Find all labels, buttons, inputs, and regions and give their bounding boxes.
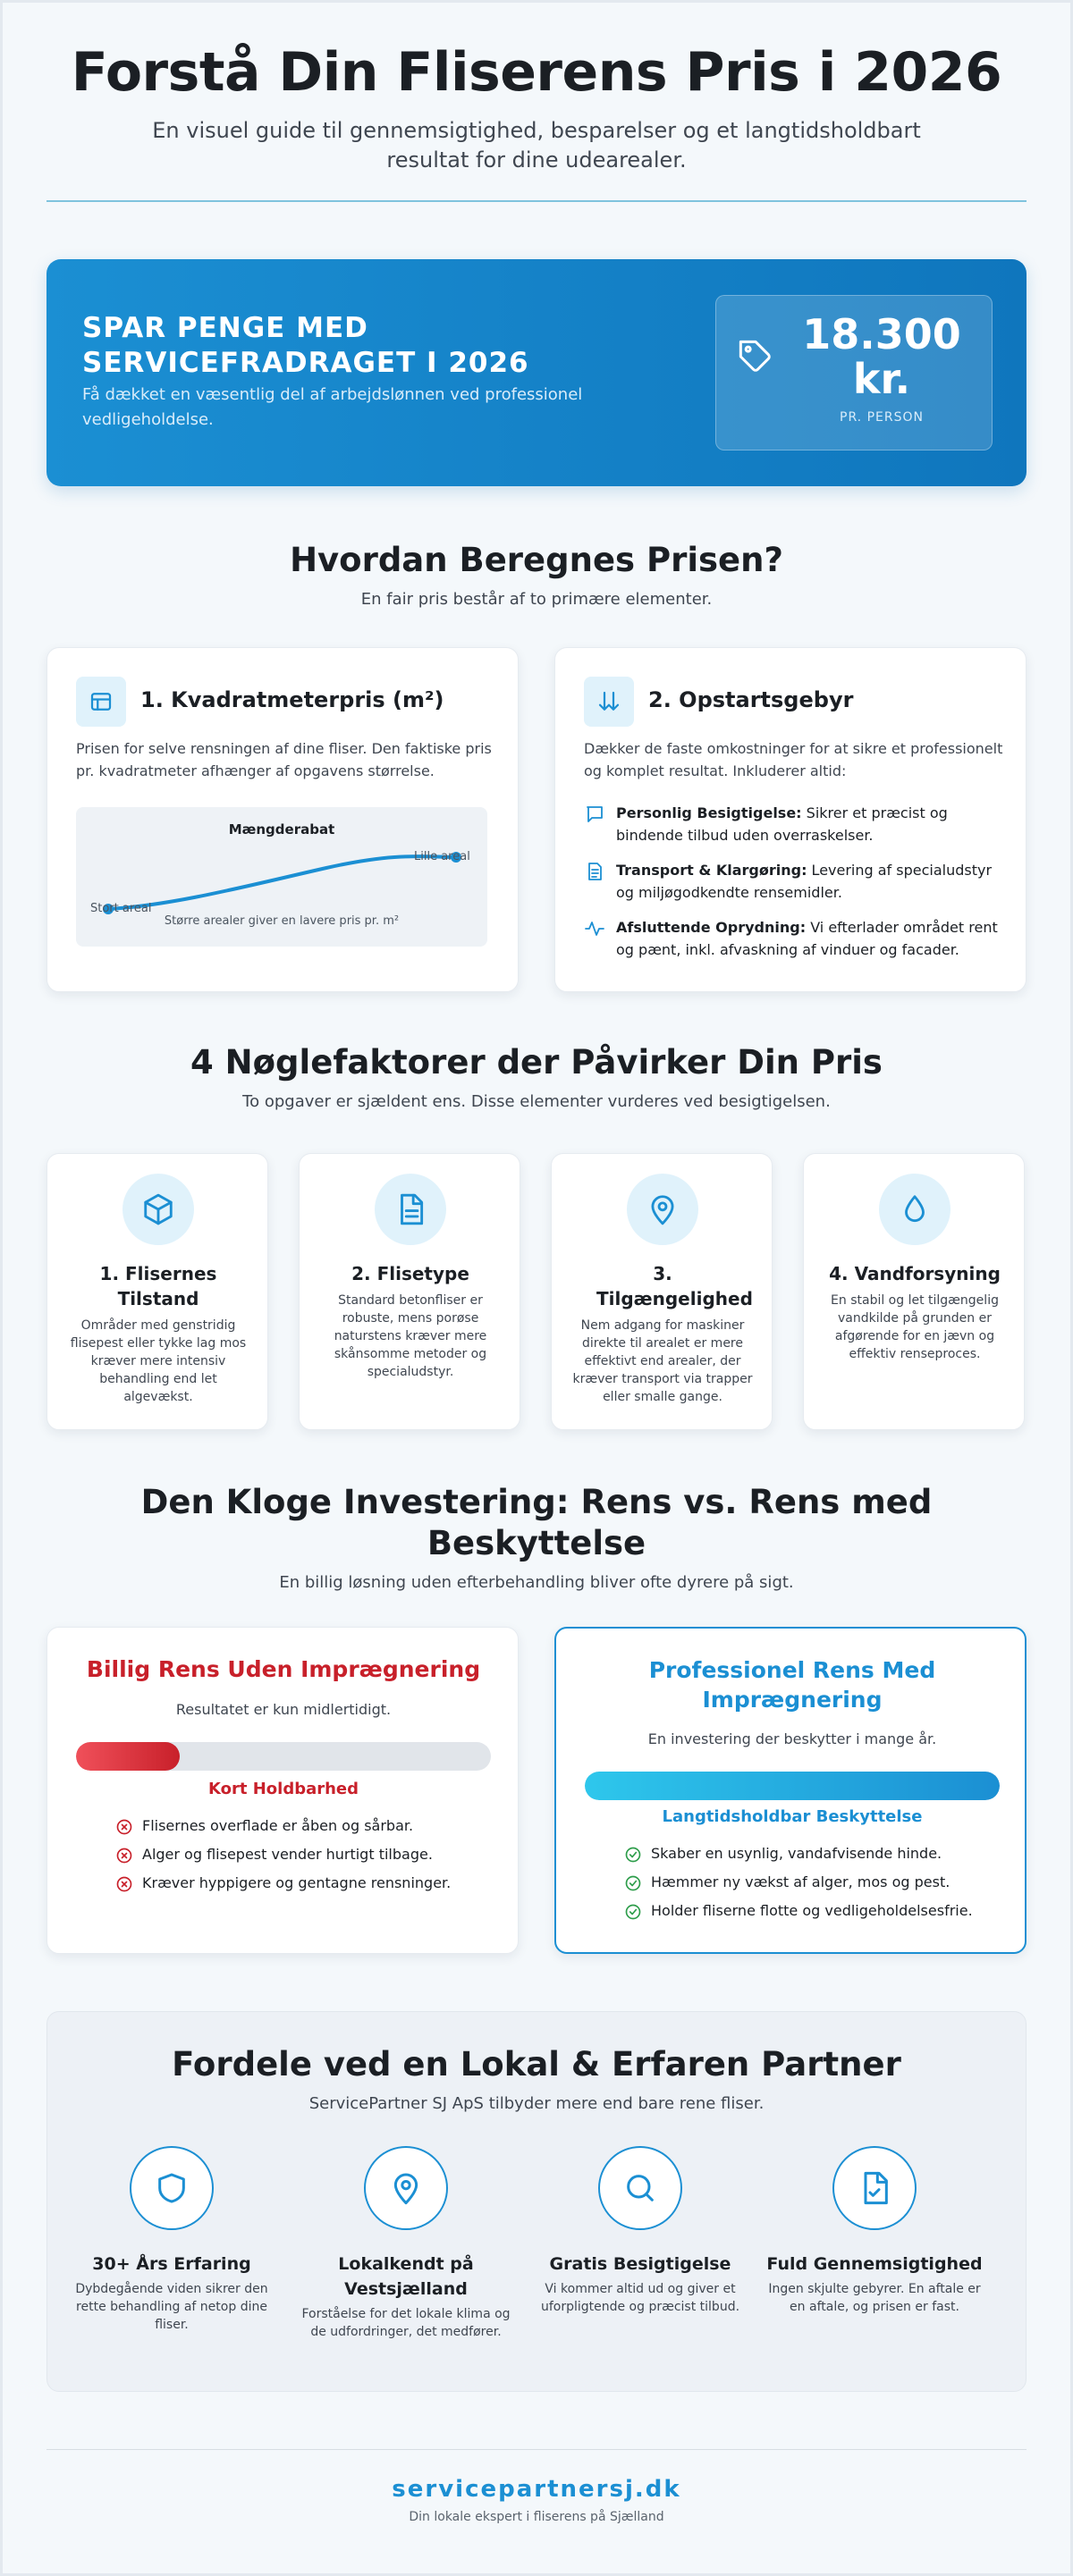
- file-check-icon: [832, 2146, 917, 2230]
- factor-text: En stabil og let tilgængelig vandkilde på grunden er afgørende for en jævn og effektiv renseproces.: [831, 1293, 999, 1361]
- chat-icon: [584, 804, 605, 825]
- chart-label-start: Stort areal: [90, 902, 152, 915]
- durability-bar: [585, 1772, 1000, 1800]
- search-icon: [598, 2146, 682, 2230]
- card-title: 1. Kvadratmeterpris (m²): [140, 687, 444, 712]
- partner-title: Fordele ved en Lokal & Erfaren Partner: [172, 2045, 901, 2084]
- factors-subtitle: To opgaver er sjældent ens. Disse elementer vurderes ved besigtigelsen.: [242, 1092, 831, 1111]
- location-pin-icon: [364, 2146, 448, 2230]
- benefit-text: Ingen skjulte gebyrer. En aftale er en aftale, og prisen er fast.: [768, 2282, 981, 2314]
- card-text: Dækker de faste omkostninger for at sikre et professionelt og komplet resultat. Inkluderer altid:: [584, 740, 1003, 779]
- included-item-text: Vi efterlader området rent og pænt, inkl. afvaskning af vinduer og facader.: [616, 919, 998, 958]
- file-text-icon: [375, 1174, 446, 1245]
- chart-note: Større arealer giver en lavere pris pr. m²: [164, 914, 400, 928]
- included-item-label: Afsluttende Oprydning:: [616, 919, 807, 936]
- location-pin-icon: [627, 1174, 698, 1245]
- comparison-section-header: [46, 1482, 1027, 1592]
- factor-title: 3. Tilgængelighed: [596, 1263, 753, 1309]
- durability-label: Langtidsholdbar Beskyttelse: [662, 1807, 923, 1826]
- cube-icon: [123, 1174, 194, 1245]
- durability-bar: [76, 1742, 491, 1771]
- cheap-subtitle: Resultatet er kun midlertidigt.: [175, 1701, 392, 1718]
- comparison-subtitle: En billig løsning uden efterbehandling bliver ofte dyrere på sigt.: [279, 1573, 794, 1592]
- included-item-label: Transport & Klargøring:: [616, 862, 807, 879]
- footer-tagline: Din lokale ekspert i fliserens på Sjælland: [409, 2510, 664, 2524]
- card-title: 2. Opstartsgebyr: [648, 687, 854, 712]
- factor-title: 2. Flisetype: [351, 1263, 469, 1284]
- factors-title: 4 Nøglefaktorer der Påvirker Din Pris: [190, 1043, 883, 1082]
- benefit-title: Lokalkendt på Vestsjælland: [338, 2254, 474, 2299]
- factor-card: [803, 1153, 1025, 1430]
- benefit-text: Forståelse for det lokale klima og de udfordringer, det medfører.: [301, 2307, 511, 2339]
- pricing-subtitle: En fair pris består af to primære elementer.: [360, 590, 713, 609]
- benefit-text: Vi kommer altid ud og giver et uforpligtende og præcist tilbud.: [540, 2282, 740, 2314]
- page-header: [46, 38, 1027, 175]
- factor-text: Nem adgang for maskiner direkte til arealet er mere effektivt end arealer, der kræver transport via trapper eller smalle gange.: [572, 1318, 753, 1404]
- volume-discount-chart: [76, 807, 487, 947]
- amount-badge: [715, 295, 993, 450]
- chart-label-end: Lille areal: [414, 850, 470, 863]
- activity-icon: [584, 918, 605, 939]
- factor-card: [299, 1153, 520, 1430]
- banner-title: SPAR PENGE MED SERVICEFRADRAGET I 2026: [82, 312, 529, 379]
- tax-deduction-banner: [46, 259, 1027, 486]
- website-link[interactable]: servicepartnersj.dk: [392, 2476, 681, 2503]
- partner-subtitle: ServicePartner SJ ApS tilbyder mere end bare rene fliser.: [308, 2094, 765, 2113]
- comparison-title: Den Kloge Investering: Rens vs. Rens med Beskyttelse: [140, 1483, 933, 1562]
- water-drop-icon: [879, 1174, 950, 1245]
- pro-subtitle: En investering der beskytter i mange år.: [647, 1730, 937, 1747]
- factor-text: Standard betonfliser er robuste, mens porøse naturstens kræver mere skånsomme metoder og specialudstyr.: [334, 1293, 487, 1379]
- factor-title: 1. Flisernes Tilstand: [99, 1263, 217, 1309]
- cheap-title: Billig Rens Uden Imprægnering: [86, 1656, 481, 1682]
- pricing-title: Hvordan Beregnes Prisen?: [290, 541, 783, 579]
- page-title: Forstå Din Fliserens Pris i 2026: [71, 41, 1002, 104]
- chart-title: Mængderabat: [228, 821, 335, 838]
- factor-title: 4. Vandforsyning: [829, 1263, 1001, 1284]
- pricing-section-header: [46, 540, 1027, 609]
- footer-divider: [46, 2449, 1027, 2450]
- cheap-cleaning-card: Billig Rens Uden Imprægnering Resultatet er kun midlertidigt. Kort Holdbarhed Flisernes overflade er åben og sårbar. Alger og flisepest vender hurtigt tilbage. Kræver hyppigere og gentagne rensninger.: [46, 1627, 519, 1954]
- footer: [46, 2476, 1027, 2524]
- benefit-title: Gratis Besigtigelse: [549, 2254, 731, 2274]
- header-divider: [46, 200, 1027, 202]
- durability-label: Kort Holdbarhed: [207, 1780, 359, 1798]
- shield-icon: [130, 2146, 214, 2230]
- tile-icon: [76, 677, 126, 727]
- pro-title: Professionel Rens Med Imprægnering: [648, 1657, 936, 1713]
- factor-card: [551, 1153, 773, 1430]
- partner-section: [46, 2011, 1027, 2392]
- factors-section-header: [46, 1042, 1027, 1111]
- factor-text: Områder med genstridig flisepest eller tykke lag mos kræver mere intensiv behandling end let algevækst.: [70, 1318, 247, 1404]
- page-subtitle: En visuel guide til gennemsigtighed, besparelser og et langtidsholdbart resultat for dine udearealer.: [152, 118, 921, 173]
- durability-bar-fill: [76, 1742, 180, 1771]
- factor-card: [46, 1153, 268, 1430]
- x-circle-icon: [115, 1847, 133, 1865]
- professional-cleaning-card: Professionel Rens Med Imprægnering En investering der beskytter i mange år. Langtidsholdbar Beskyttelse Skaber en usynlig, vandafvisende hinde. Hæmmer ny vækst af alger, mos og pest. Holder fliserne flotte og vedligeholdelsesfrie.: [554, 1627, 1027, 1954]
- banner-description: Få dækket en væsentlig del af arbejdslønnen ved professionel vedligeholdelse.: [82, 385, 583, 429]
- deduction-per-label: PR. PERSON: [840, 410, 924, 425]
- x-circle-icon: [115, 1818, 133, 1836]
- durability-bar-fill: [585, 1772, 1000, 1800]
- tag-icon: [738, 339, 773, 375]
- benefit-text: Dybdegående viden sikrer den rette behandling af netop dine fliser.: [75, 2282, 268, 2332]
- square-meter-price-card: [46, 647, 519, 992]
- document-icon: [584, 861, 605, 882]
- included-item-text: Levering af specialudstyr og miljøgodkendte rensemidler.: [616, 862, 993, 901]
- deduction-amount: 18.300 kr.: [802, 310, 961, 403]
- included-item-label: Personlig Besigtigelse:: [616, 804, 802, 821]
- included-item-text: Sikrer et præcist og bindende tilbud uden overraskelser.: [616, 804, 948, 844]
- benefit-title: Fuld Gennemsigtighed: [766, 2254, 983, 2274]
- arrows-down-up-icon: [584, 677, 634, 727]
- check-circle-icon: [624, 1903, 642, 1921]
- check-circle-icon: [624, 1846, 642, 1864]
- startup-fee-card: [554, 647, 1027, 992]
- benefit-title: 30+ Års Erfaring: [92, 2254, 251, 2274]
- card-text: Prisen for selve rensningen af dine fliser. Den faktiske pris pr. kvadratmeter afhænger af opgavens størrelse.: [76, 740, 492, 779]
- x-circle-icon: [115, 1875, 133, 1893]
- check-circle-icon: [624, 1874, 642, 1892]
